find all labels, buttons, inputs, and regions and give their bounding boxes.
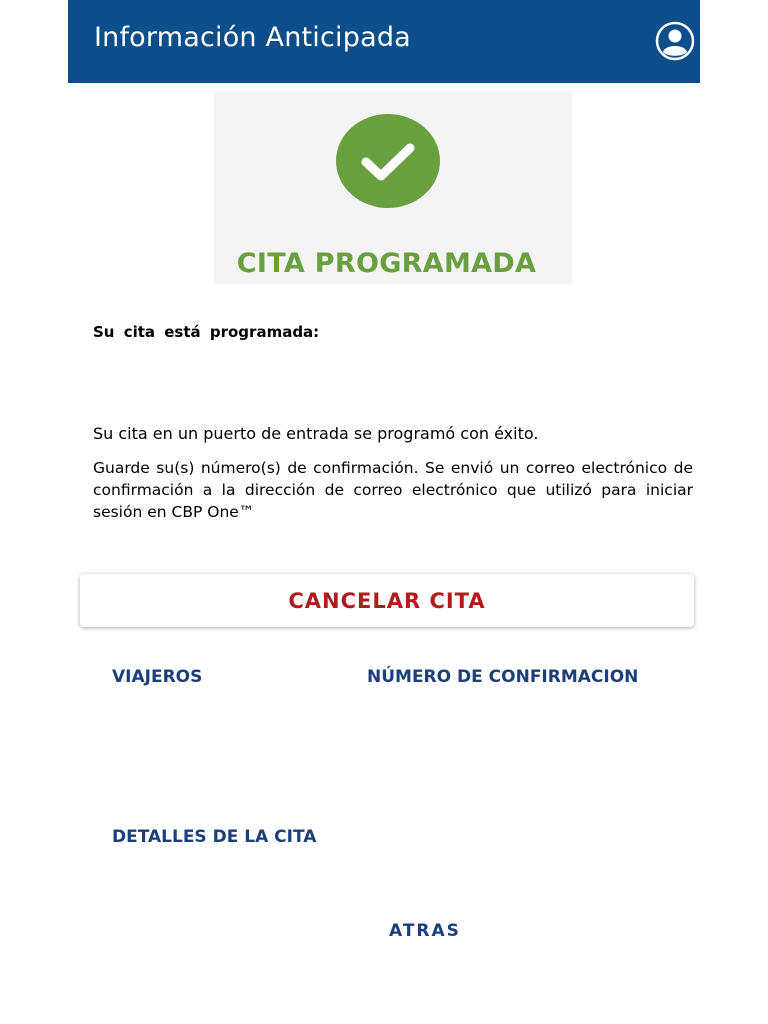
page-title: Información Anticipada bbox=[94, 22, 411, 53]
success-message: Su cita en un puerto de entrada se programó con éxito. bbox=[93, 424, 539, 443]
cancel-appointment-button[interactable] bbox=[80, 574, 694, 627]
appointment-details-header: DETALLES DE LA CITA bbox=[112, 827, 317, 847]
section-heading: Su cita está programada: bbox=[93, 323, 320, 341]
profile-button[interactable] bbox=[655, 21, 695, 61]
confirmation-number-header: NÚMERO DE CONFIRMACION bbox=[367, 667, 639, 687]
back-button[interactable]: ATRAS bbox=[389, 921, 461, 941]
app-header bbox=[68, 0, 700, 83]
status-label: CITA PROGRAMADA bbox=[236, 248, 537, 279]
status-card bbox=[214, 92, 572, 284]
travelers-header: VIAJEROS bbox=[112, 667, 203, 687]
user-circle-icon bbox=[655, 21, 695, 61]
confirmation-instructions: Guarde su(s) número(s) de confirmación. Se envió un correo electrónico de confirmación a la dirección de correo electrónico que utilizó para iniciar sesión en CBP One™ bbox=[93, 459, 693, 521]
cancel-appointment-label: CANCELAR CITA bbox=[288, 588, 486, 613]
check-circle-icon bbox=[336, 114, 440, 208]
